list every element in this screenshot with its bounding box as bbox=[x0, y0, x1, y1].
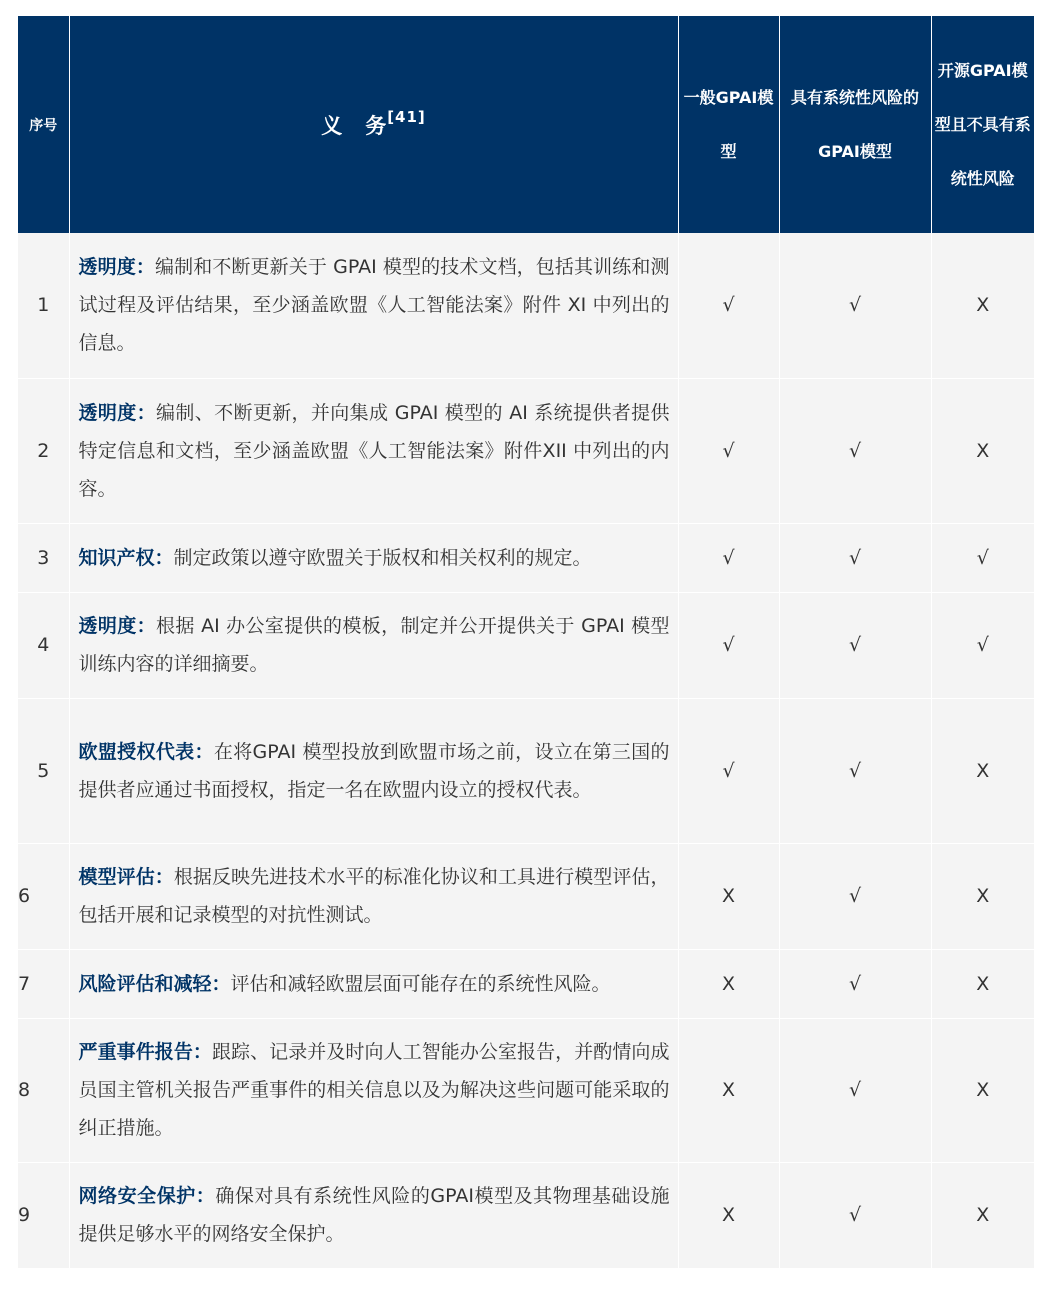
duty-cell bbox=[69, 523, 678, 592]
systemic-mark: √ bbox=[779, 592, 931, 698]
opensource-mark: X bbox=[931, 233, 1034, 378]
systemic-mark: √ bbox=[779, 378, 931, 523]
systemic-mark: √ bbox=[779, 523, 931, 592]
row-number: 4 bbox=[18, 592, 69, 698]
duty-cell bbox=[69, 1162, 678, 1268]
duty-keyword: 模型评估： bbox=[78, 866, 174, 888]
row-number: 3 bbox=[18, 523, 69, 592]
duty-keyword: 欧盟授权代表： bbox=[78, 740, 214, 763]
table-body bbox=[18, 233, 1034, 1268]
header-duty-ref: [41] bbox=[387, 107, 426, 126]
duty-text: 根据反映先进技术水平的标准化协议和工具进行模型评估，包括开展和记录模型的对抗性测试。 bbox=[78, 866, 670, 926]
opensource-mark: X bbox=[931, 378, 1034, 523]
row-number: 2 bbox=[18, 378, 69, 523]
general-mark: √ bbox=[678, 698, 779, 843]
systemic-mark: √ bbox=[779, 698, 931, 843]
general-mark: √ bbox=[678, 233, 779, 378]
table-row bbox=[18, 843, 1034, 949]
row-number: 7 bbox=[18, 949, 69, 1018]
general-mark: X bbox=[678, 1162, 779, 1268]
duty-text: 编制、不断更新，并向集成 GPAI 模型的 AI 系统提供者提供特定信息和文档，至少涵盖欧盟《人工智能法案》附件XII 中列出的内容。 bbox=[78, 401, 670, 500]
opensource-mark: X bbox=[931, 949, 1034, 1018]
duty-text: 编制和不断更新关于 GPAI 模型的技术文档，包括其训练和测试过程及评估结果，至少涵盖欧盟《人工智能法案》附件 XI 中列出的信息。 bbox=[78, 256, 670, 355]
header-row bbox=[18, 16, 1034, 233]
duty-cell bbox=[69, 592, 678, 698]
systemic-mark: √ bbox=[779, 1162, 931, 1268]
table-row bbox=[18, 523, 1034, 592]
duty-cell bbox=[69, 378, 678, 523]
general-mark: √ bbox=[678, 523, 779, 592]
row-number: 8 bbox=[18, 1018, 69, 1162]
systemic-mark: √ bbox=[779, 233, 931, 378]
table-row bbox=[18, 592, 1034, 698]
table-row bbox=[18, 1018, 1034, 1162]
row-number: 5 bbox=[18, 698, 69, 843]
systemic-mark: √ bbox=[779, 1018, 931, 1162]
duty-keyword: 透明度： bbox=[78, 615, 156, 637]
table-row bbox=[18, 378, 1034, 523]
duty-text: 在将GPAI 模型投放到欧盟市场之前，设立在第三国的提供者应通过书面授权，指定一名在欧盟内设立的授权代表。 bbox=[78, 740, 670, 801]
row-number: 9 bbox=[18, 1162, 69, 1268]
duty-cell bbox=[69, 233, 678, 378]
duty-cell bbox=[69, 843, 678, 949]
table-row bbox=[18, 949, 1034, 1018]
header-no: 序号 bbox=[18, 16, 69, 233]
general-mark: X bbox=[678, 1018, 779, 1162]
duty-keyword: 严重事件报告： bbox=[78, 1041, 212, 1063]
general-mark: √ bbox=[678, 378, 779, 523]
row-number: 1 bbox=[18, 233, 69, 378]
opensource-mark: X bbox=[931, 1162, 1034, 1268]
general-mark: X bbox=[678, 949, 779, 1018]
systemic-mark: √ bbox=[779, 949, 931, 1018]
row-number: 6 bbox=[18, 843, 69, 949]
duty-cell bbox=[69, 1018, 678, 1162]
duty-text: 评估和减轻欧盟层面可能存在的系统性风险。 bbox=[230, 972, 611, 995]
header-duty-label: 义 务 bbox=[321, 113, 388, 138]
table-row bbox=[18, 698, 1034, 843]
duty-keyword: 知识产权： bbox=[78, 546, 174, 569]
opensource-mark: √ bbox=[931, 523, 1034, 592]
general-mark: X bbox=[678, 843, 779, 949]
duty-keyword: 风险评估和减轻： bbox=[78, 972, 231, 995]
opensource-mark: X bbox=[931, 843, 1034, 949]
duty-keyword: 透明度： bbox=[78, 256, 155, 279]
header-systemic-model: 具有系统性风险的GPAI模型 bbox=[779, 16, 931, 233]
table-header bbox=[18, 16, 1034, 233]
duty-keyword: 透明度： bbox=[78, 401, 156, 424]
header-general-model: 一般GPAI模型 bbox=[678, 16, 779, 233]
opensource-mark: X bbox=[931, 698, 1034, 843]
obligations-table bbox=[18, 16, 1034, 1269]
header-duty bbox=[69, 16, 678, 233]
duty-text: 跟踪、记录并及时向人工智能办公室报告，并酌情向成员国主管机关报告严重事件的相关信息以及为解决这些问题可能采取的纠正措施。 bbox=[78, 1041, 670, 1139]
duty-cell bbox=[69, 698, 678, 843]
general-mark: √ bbox=[678, 592, 779, 698]
header-opensource-model: 开源GPAI模型且不具有系统性风险 bbox=[931, 16, 1034, 233]
opensource-mark: X bbox=[931, 1018, 1034, 1162]
opensource-mark: √ bbox=[931, 592, 1034, 698]
duty-text: 根据 AI 办公室提供的模板，制定并公开提供关于 GPAI 模型训练内容的详细摘要。 bbox=[78, 615, 670, 675]
systemic-mark: √ bbox=[779, 843, 931, 949]
duty-text: 制定政策以遵守欧盟关于版权和相关权利的规定。 bbox=[173, 546, 592, 569]
duty-cell bbox=[69, 949, 678, 1018]
table-row bbox=[18, 1162, 1034, 1268]
duty-text: 确保对具有系统性风险的GPAI模型及其物理基础设施提供足够水平的网络安全保护。 bbox=[78, 1185, 670, 1245]
table-row bbox=[18, 233, 1034, 378]
duty-keyword: 网络安全保护： bbox=[78, 1185, 216, 1207]
